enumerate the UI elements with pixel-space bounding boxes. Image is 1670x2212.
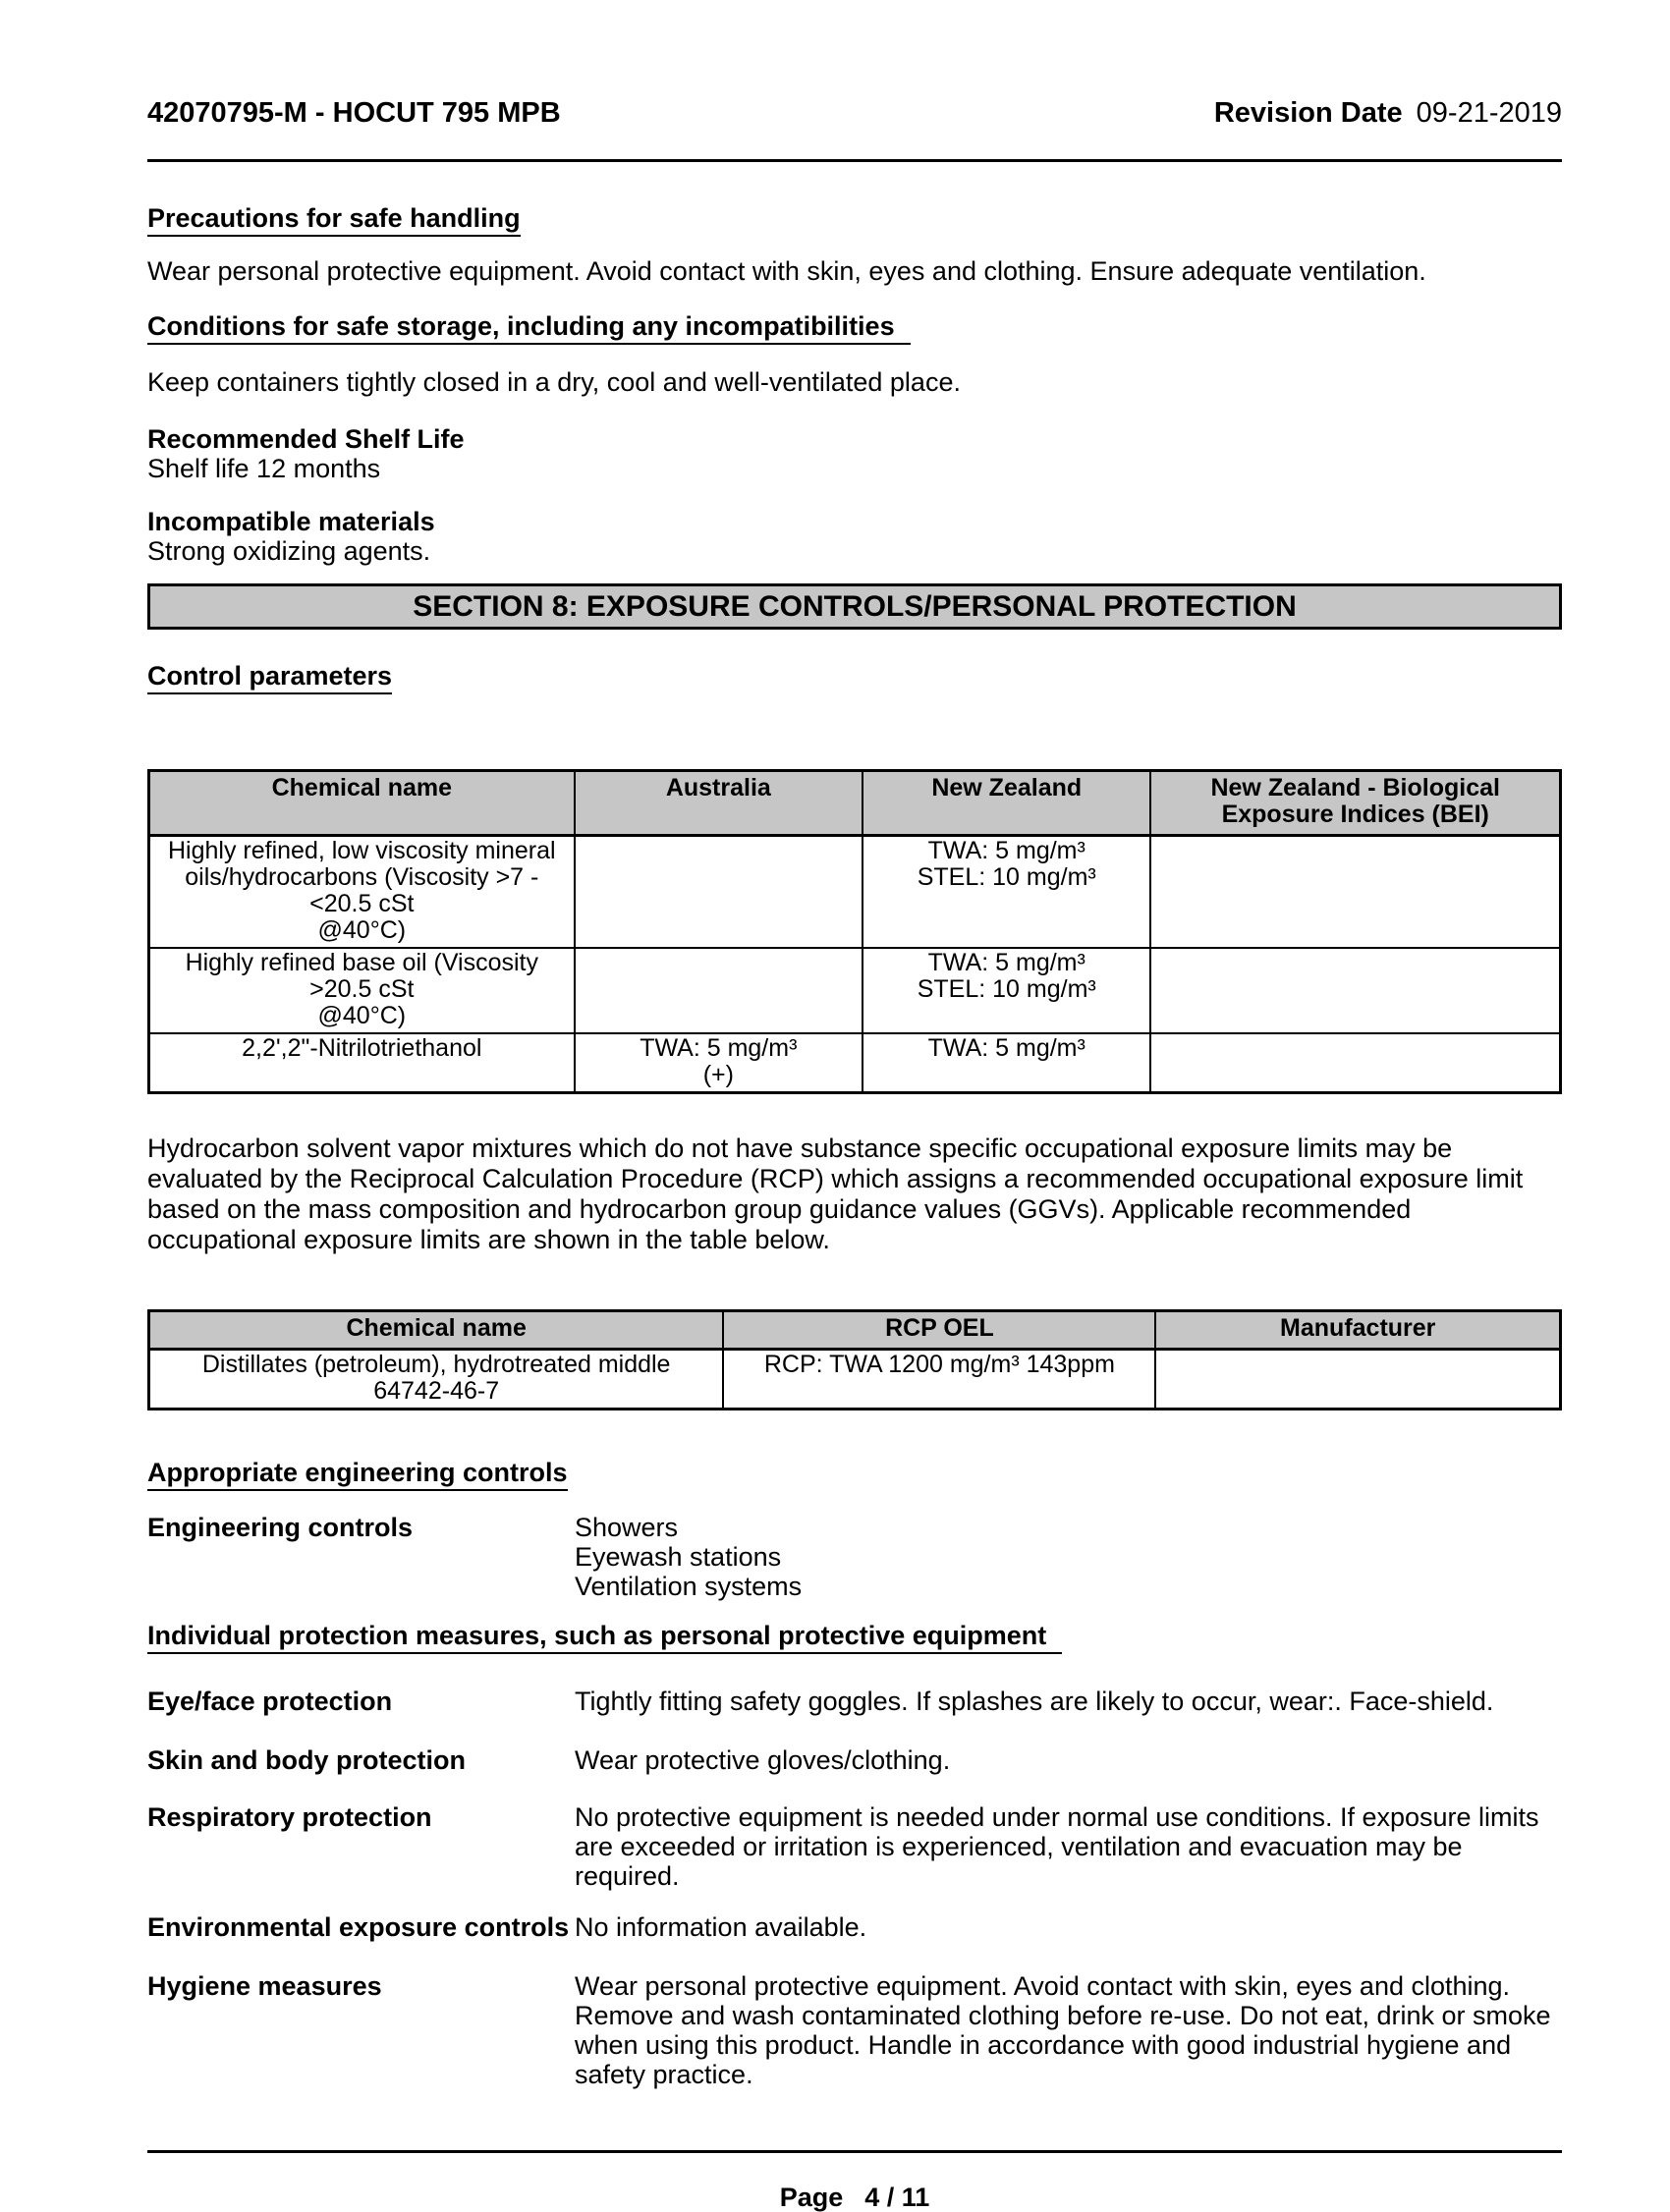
rcp-table-header-row bbox=[149, 1311, 1561, 1350]
header-divider bbox=[147, 159, 1562, 162]
chemical-name-cell bbox=[149, 836, 575, 949]
cell-line: STEL: 10 mg/m³ bbox=[917, 975, 1096, 1003]
incompatible-materials-text: Strong oxidizing agents. bbox=[147, 536, 431, 566]
skin-body-protection-text: Wear protective gloves/clothing. bbox=[575, 1745, 951, 1775]
precautions-heading: Precautions for safe handling bbox=[147, 203, 521, 237]
respiratory-protection-row bbox=[147, 1802, 1562, 1891]
hygiene-measures-text: Wear personal protective equipment. Avoid contact with skin, eyes and clothing. Remove and wash contaminated clothing before re-use. Do not eat, drink or smoke when using this product. Handle in accordance with good industrial hygiene and safety practice. bbox=[575, 1971, 1551, 2089]
cell-line: 64742-46-7 bbox=[373, 1377, 500, 1405]
revision-date-block bbox=[1214, 98, 1562, 128]
shelf-life-text: Shelf life 12 months bbox=[147, 454, 381, 483]
exposure-limits-table bbox=[147, 769, 1562, 1094]
document-number: 42070795-M - bbox=[147, 97, 325, 129]
engineering-value-line: Showers bbox=[575, 1513, 679, 1542]
environmental-exposure-label: Environmental exposure controls bbox=[147, 1912, 570, 1942]
engineering-value-line: Eyewash stations bbox=[575, 1542, 782, 1572]
cell-line: (+) bbox=[702, 1061, 734, 1088]
cell-line: TWA: 5 mg/m³ bbox=[927, 1034, 1086, 1062]
bei-cell-empty bbox=[1150, 1033, 1560, 1093]
table-row bbox=[149, 948, 1561, 1033]
new-zealand-cell bbox=[863, 1033, 1150, 1093]
page-label: Page bbox=[779, 2183, 844, 2212]
incompatible-materials-heading: Incompatible materials bbox=[147, 507, 435, 536]
skin-body-protection-label: Skin and body protection bbox=[147, 1745, 467, 1775]
column-header-manufacturer: Manufacturer bbox=[1155, 1311, 1560, 1350]
cell-line: oils/hydrocarbons (Viscosity >7 - <20.5 cSt bbox=[185, 863, 539, 917]
engineering-controls-row bbox=[147, 1513, 1562, 1601]
table-row bbox=[149, 836, 1561, 949]
australia-cell bbox=[575, 1033, 863, 1093]
cell-line: Highly refined base oil (Viscosity >20.5 cSt bbox=[185, 949, 539, 1003]
control-parameters-section bbox=[147, 661, 1562, 694]
product-name: HOCUT 795 MPB bbox=[332, 97, 561, 129]
hygiene-measures-label: Hygiene measures bbox=[147, 1971, 382, 2001]
manufacturer-cell-empty bbox=[1155, 1350, 1560, 1410]
environmental-exposure-row bbox=[147, 1912, 1562, 1942]
table-row bbox=[149, 1033, 1561, 1093]
cell-line: @40°C) bbox=[317, 1002, 407, 1029]
hygiene-measures-row bbox=[147, 1971, 1562, 2089]
eye-face-protection-text: Tightly fitting safety goggles. If splashes are likely to occur, wear:. Face-shield. bbox=[575, 1687, 1494, 1716]
australia-cell-empty bbox=[575, 836, 863, 949]
column-header-chemical-name: Chemical name bbox=[149, 1311, 724, 1350]
column-header-new-zealand: New Zealand bbox=[863, 771, 1150, 836]
column-header-rcp-oel: RCP OEL bbox=[723, 1311, 1155, 1350]
shelf-life-heading: Recommended Shelf Life bbox=[147, 424, 465, 454]
rcp-paragraph: Hydrocarbon solvent vapor mixtures which do not have substance specific occupational exposure limits may be evaluated by the Reciprocal Calculation Procedure (RCP) which assigns a recommended occupational exposure limit based on the mass composition and hydrocarbon group guidance values (GGVs). Applicable recommended occupational exposure limits are shown in the table below. bbox=[147, 1134, 1524, 1254]
engineering-controls-values bbox=[575, 1513, 1562, 1601]
bei-cell-empty bbox=[1150, 948, 1560, 1033]
storage-heading: Conditions for safe storage, including any incompatibilities bbox=[147, 311, 911, 345]
environmental-exposure-text: No information available. bbox=[575, 1912, 867, 1942]
appropriate-engineering-section bbox=[147, 1458, 1562, 1491]
eye-face-protection-label: Eye/face protection bbox=[147, 1687, 393, 1716]
new-zealand-cell bbox=[863, 948, 1150, 1033]
cell-line: Highly refined, low viscosity mineral bbox=[168, 837, 556, 864]
skin-body-protection-row bbox=[147, 1745, 1562, 1775]
respiratory-protection-text: No protective equipment is needed under normal use conditions. If exposure limits are exceeded or irritation is experienced, ventilation and evacuation may be required. bbox=[575, 1802, 1539, 1891]
precautions-text: Wear personal protective equipment. Avoid contact with skin, eyes and clothing. Ensure adequate ventilation. bbox=[147, 256, 1426, 286]
eye-face-protection-row bbox=[147, 1687, 1562, 1716]
document-title bbox=[147, 98, 561, 128]
australia-cell-empty bbox=[575, 948, 863, 1033]
column-header-nz-bei: New Zealand - Biological Exposure Indices (BEI) bbox=[1150, 771, 1560, 836]
engineering-controls-label: Engineering controls bbox=[147, 1513, 414, 1542]
column-header-australia: Australia bbox=[575, 771, 863, 836]
table-row bbox=[149, 1350, 1561, 1410]
chemical-name-cell bbox=[149, 948, 575, 1033]
column-header-chemical-name: Chemical name bbox=[149, 771, 575, 836]
individual-protection-heading: Individual protection measures, such as personal protective equipment bbox=[147, 1621, 1062, 1654]
storage-text: Keep containers tightly closed in a dry, cool and well-ventilated place. bbox=[147, 367, 961, 397]
bei-cell-empty bbox=[1150, 836, 1560, 949]
page-footer bbox=[147, 2183, 1562, 2212]
individual-protection-section bbox=[147, 1621, 1562, 1654]
cell-line: TWA: 5 mg/m³ bbox=[927, 949, 1086, 976]
revision-date-value: 09-21-2019 bbox=[1416, 97, 1562, 129]
section-8-banner: SECTION 8: EXPOSURE CONTROLS/PERSONAL PROTECTION bbox=[147, 583, 1562, 630]
footer-divider bbox=[147, 2150, 1562, 2153]
storage-section bbox=[147, 311, 1562, 345]
chemical-name-cell bbox=[149, 1350, 724, 1410]
new-zealand-cell bbox=[863, 836, 1150, 949]
rcp-oel-table bbox=[147, 1309, 1562, 1410]
cell-line: @40°C) bbox=[317, 916, 407, 944]
exposure-table-header-row bbox=[149, 771, 1561, 836]
cell-line: STEL: 10 mg/m³ bbox=[917, 863, 1096, 891]
control-parameters-heading: Control parameters bbox=[147, 661, 392, 694]
page-header bbox=[147, 98, 1562, 128]
cell-line: TWA: 5 mg/m³ bbox=[927, 837, 1086, 864]
cell-line: 2,2',2"-Nitrilotriethanol bbox=[242, 1034, 482, 1062]
precautions-section bbox=[147, 203, 1562, 237]
cell-line: Distillates (petroleum), hydrotreated middle bbox=[201, 1351, 671, 1378]
revision-date-label: Revision Date bbox=[1213, 97, 1403, 129]
appropriate-engineering-heading: Appropriate engineering controls bbox=[147, 1458, 568, 1491]
rcp-oel-cell: RCP: TWA 1200 mg/m³ 143ppm bbox=[723, 1350, 1155, 1410]
engineering-value-line: Ventilation systems bbox=[575, 1572, 803, 1601]
page-number: 4 / 11 bbox=[864, 2183, 930, 2212]
cell-line: TWA: 5 mg/m³ bbox=[640, 1034, 798, 1062]
chemical-name-cell bbox=[149, 1033, 575, 1093]
respiratory-protection-label: Respiratory protection bbox=[147, 1802, 432, 1832]
